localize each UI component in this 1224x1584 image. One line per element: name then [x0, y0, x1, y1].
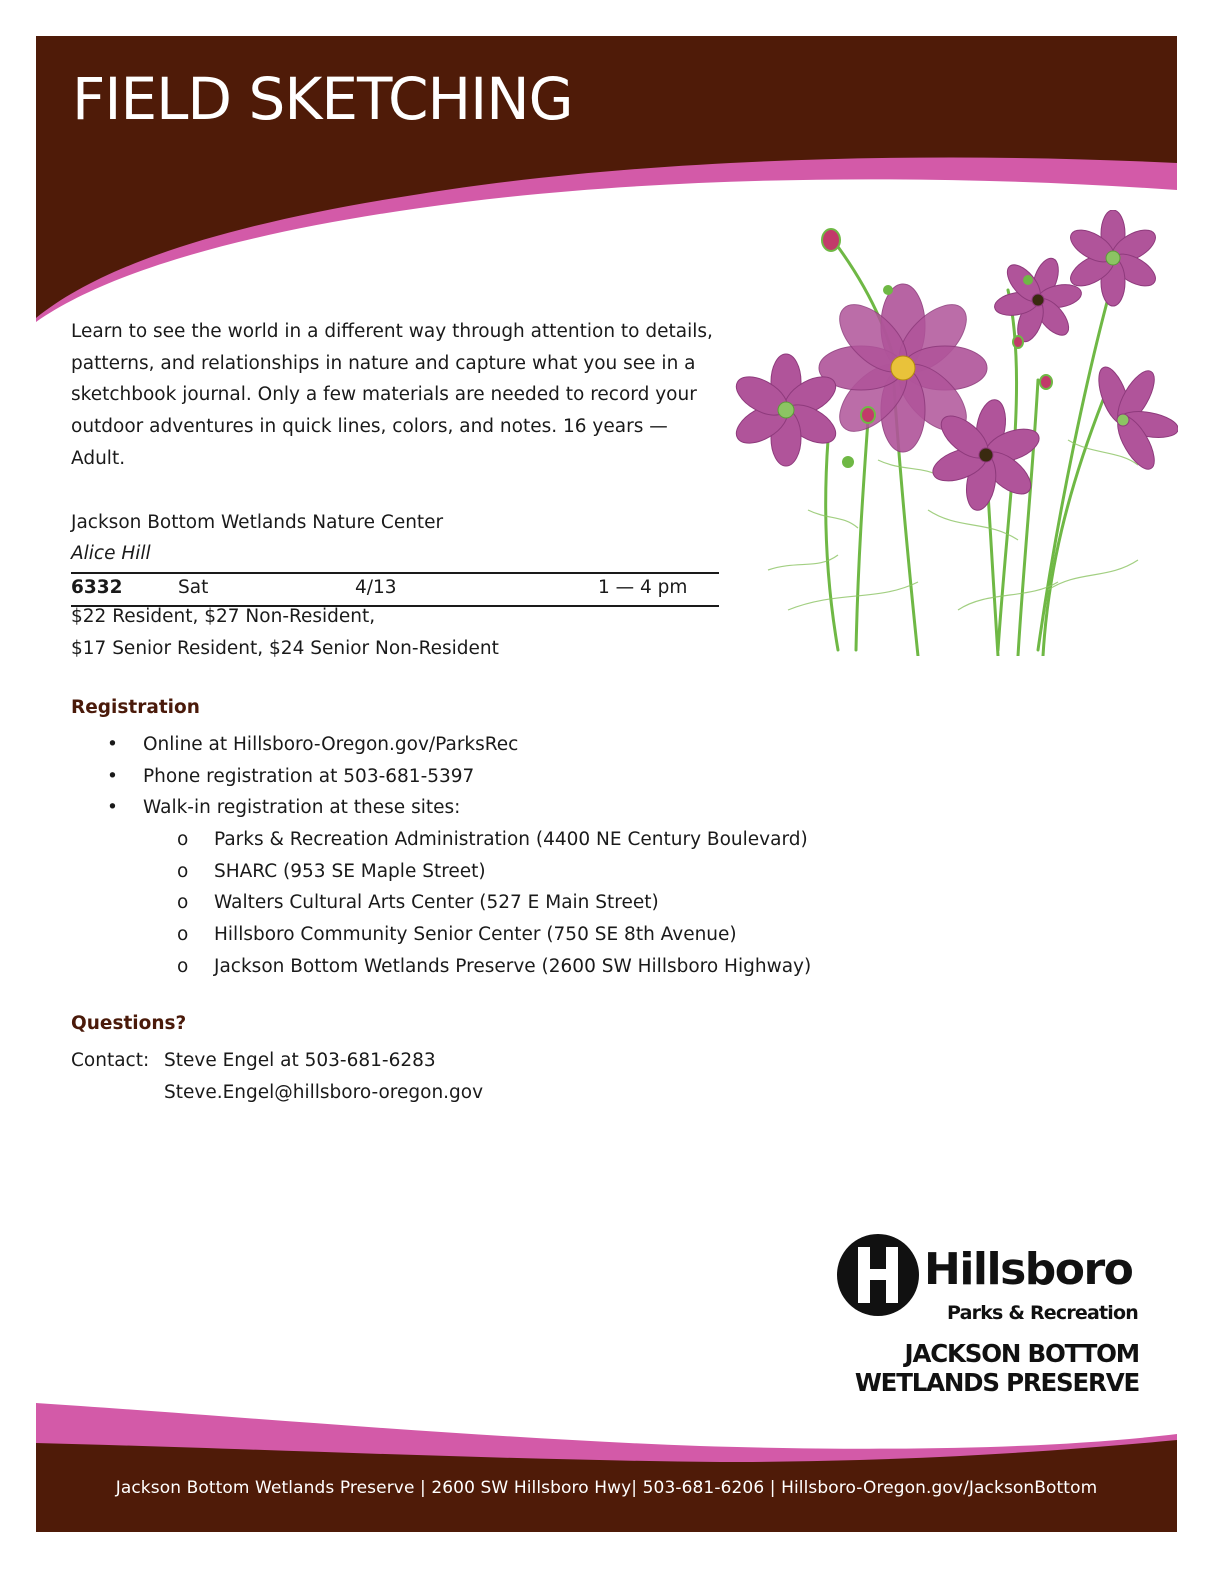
cosmos-flowers-illustration — [728, 210, 1178, 656]
registration-phone: Phone registration at 503-681-5397 — [143, 765, 475, 787]
site-name: SHARC (953 SE Maple Street) — [214, 860, 486, 882]
class-date: 4/13 — [355, 577, 397, 598]
site-name: Walters Cultural Arts Center (527 E Main Street) — [214, 892, 659, 914]
fees — [71, 601, 499, 664]
site-name: Jackson Bottom Wetlands Preserve (2600 SW Hillsboro Highway) — [214, 955, 812, 977]
class-code: 6332 — [71, 577, 123, 598]
sub-bullet: o — [177, 955, 189, 977]
class-time: 1 — 4 pm — [598, 577, 688, 598]
sub-bullet: o — [177, 924, 189, 946]
fee-line: $22 Resident, $27 Non-Resident, — [71, 606, 376, 627]
logo-line-2: WETLANDS PRESERVE — [854, 1368, 1139, 1397]
logo-subtitle: Parks & Recreation — [947, 1302, 1138, 1324]
sub-bullet: o — [177, 829, 189, 851]
bullet: • — [107, 765, 118, 787]
intro-paragraph: Learn to see the world in a different way through attention to details, patterns, and relationships in nature and capture what you see in a sketchbook journal. Only a few materials are needed to record your outdoor adventures in quick lines, colors, and notes. 16 years — Adult. — [71, 321, 713, 469]
site-name: Parks & Recreation Administration (4400 NE Century Boulevard) — [214, 829, 808, 851]
site-name: Hillsboro Community Senior Center (750 SE 8th Avenue) — [214, 924, 737, 946]
hillsboro-h-logo-icon — [836, 1233, 920, 1317]
logo-name: Hillsboro — [924, 1244, 1133, 1295]
questions-heading: Questions? — [71, 1013, 187, 1034]
footer-text: Jackson Bottom Wetlands Preserve | 2600 SW Hillsboro Hwy| 503-681-6206 | Hillsboro-Oregon.gov/JacksonBottom — [115, 1478, 1098, 1498]
logo-line-1: JACKSON BOTTOM — [904, 1339, 1139, 1368]
contact-phone: Steve Engel at 503-681-6283 — [164, 1050, 436, 1071]
page-title: FIELD SKETCHING — [72, 65, 573, 133]
class-location: Jackson Bottom Wetlands Nature Center — [71, 512, 444, 533]
registration-heading: Registration — [71, 697, 200, 718]
sub-bullet: o — [177, 892, 189, 914]
sub-bullet: o — [177, 860, 189, 882]
contact-email: Steve.Engel@hillsboro-oregon.gov — [164, 1082, 484, 1103]
bullet: • — [107, 797, 118, 819]
registration-walkin: Walk-in registration at these sites: — [143, 797, 461, 819]
fee-line: $17 Senior Resident, $24 Senior Non-Resident — [71, 637, 499, 659]
registration-online: Online at Hillsboro-Oregon.gov/ParksRec — [143, 734, 519, 755]
class-instructor: Alice Hill — [71, 543, 151, 564]
contact-label: Contact: — [71, 1050, 150, 1071]
class-day: Sat — [178, 577, 209, 598]
bullet: • — [107, 734, 118, 755]
